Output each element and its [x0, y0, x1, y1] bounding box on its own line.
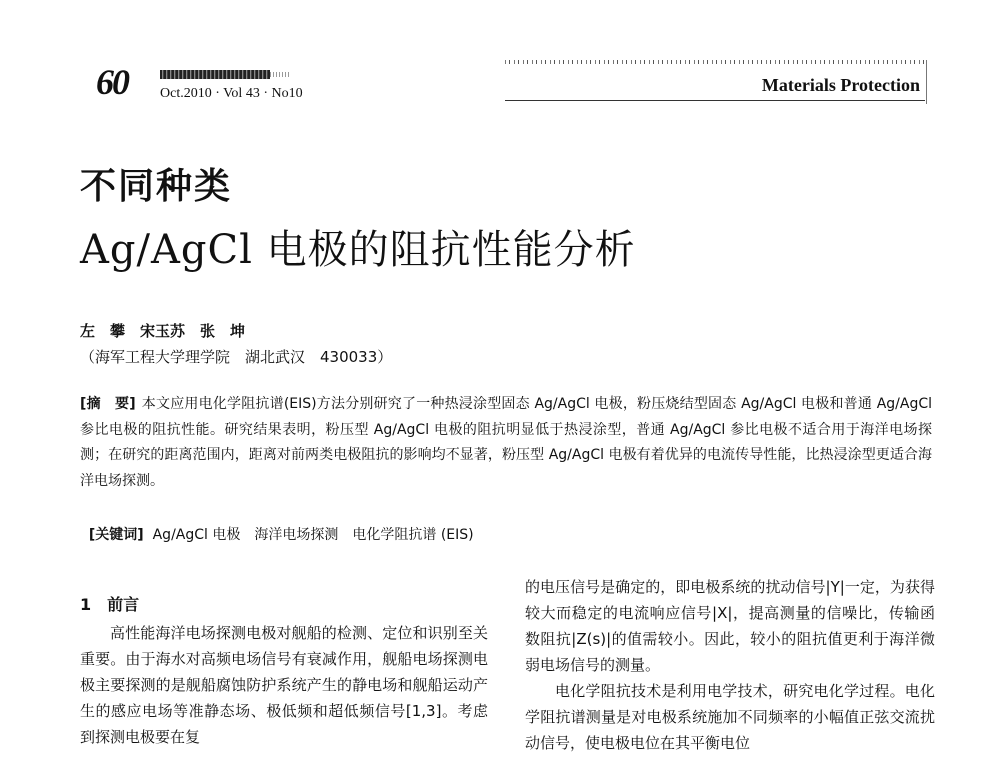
header-decor-bar — [160, 70, 270, 79]
keywords-text: Ag/AgCl 电极 海洋电场探测 电化学阻抗谱 (EIS) — [152, 527, 474, 543]
title-line-2: Ag/AgCl 电极的阻抗性能分析 — [80, 227, 636, 273]
keywords-label: [关键词] — [88, 527, 144, 543]
section-1-heading: 1 前言 — [80, 595, 140, 614]
header-decor-fade — [270, 72, 290, 77]
title-line-1: 不同种类 — [80, 166, 233, 207]
journal-name: Materials Protection — [761, 75, 920, 95]
abstract-label: [摘 要] — [80, 396, 136, 412]
page-number: 60 — [96, 62, 128, 102]
right-paragraph-1: 的电压信号是确定的，即电极系统的扰动信号|Y|一定，为获得较大而稳定的电流响应信号|X|，提高测量的信噪比，传输函数阻抗|Z(s)|的值需较小。因此，较小的阻抗值更利于海洋微弱电场信号的测量。 — [525, 578, 935, 674]
abstract-text: 本文应用电化学阻抗谱(EIS)方法分别研究了一种热浸涂型固态 Ag/AgCl 电极，粉压烧结型固态 Ag/AgCl 电极和普通 Ag/AgCl 参比电极的阻抗性能。研究结果表明，粉压型 Ag/AgCl 电极的阻抗明显低于热浸涂型，普通 Ag/AgCl 参比电极不适合用于海洋电场探测；在研究的距离范围内，距离对前两类电极阻抗的影响均不显著，粉压型 Ag/AgCl 电极有着优异的电流传导性能，比热浸涂型更适合海洋电场探测。 — [80, 396, 933, 489]
header-top-hatch — [505, 60, 925, 64]
left-column — [80, 620, 488, 750]
header-rule — [505, 100, 925, 101]
right-paragraph-2: 电化学阻抗技术是利用电学技术，研究电化学过程。电化学阻抗谱测量是对电极系统施加不同频率的小幅值正弦交流扰动信号，使电极电位在其平衡电位 — [525, 682, 935, 752]
header-edge-mark — [926, 60, 927, 104]
issue-info: Oct.2010 · Vol 43 · No10 — [160, 86, 303, 101]
authors: 左 攀 宋玉苏 张 坤 — [80, 322, 246, 340]
affiliation: （海军工程大学理学院 湖北武汉 430033） — [80, 348, 393, 366]
section-1-paragraph: 高性能海洋电场探测电极对舰船的检测、定位和识别至关重要。由于海水对高频电场信号有衰减作用，舰船电场探测电极主要探测的是舰船腐蚀防护系统产生的静电场和舰船运动产生的感应电场等准静态场、极低频和超低频信号[1,3]。考虑到探测电极要在复 — [80, 624, 488, 746]
keywords — [80, 508, 474, 544]
abstract — [80, 392, 932, 494]
right-column — [525, 574, 935, 756]
